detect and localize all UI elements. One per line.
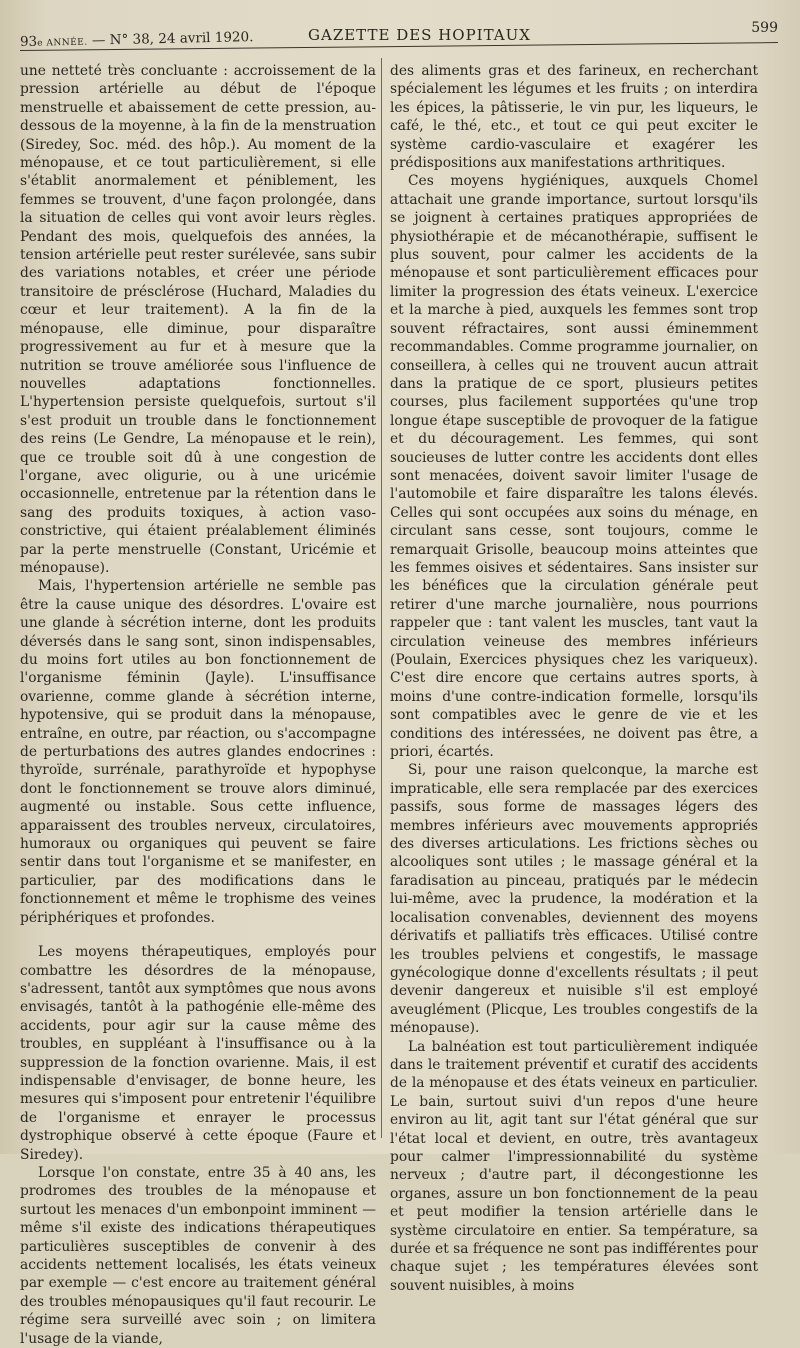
paragraph: Si, pour une raison quelconque, la marche est impraticable, elle sera remplacée par des exercices passifs, sous forme de massages légers des membres inférieurs avec mouvements appropriés des diverses articulations. Les frictions sèches ou alcooliques sont utiles ; le massage général et la faradisation au pinceau, pratiqués par le médecin lui-même, avec la prudence, la modération et la localisation convenables, deviennent des moyens dérivatifs et palliatifs très efficaces. Utilisé contre les troubles pelviens et congestifs, le massage gynécologique donne d'excellents résultats ; il peut devenir dangereux et nuisible s'il est employé aveuglément (Plicque, Les troubles congestifs de la ménopause). — [390, 762, 758, 1037]
paragraph: des aliments gras et des farineux, en recherchant spécialement les légumes et les fruits ; on interdira les épices, la pâtisserie, le vin pur, les liqueurs, le café, le thé, etc., et tout ce qui peut exciter le système cardio-vasculaire et exagérer les prédispositions aux manifestations arthritiques. — [390, 63, 758, 172]
paragraph: La balnéation est tout particulièrement indiquée dans le traitement préventif et curatif des accidents de la ménopause et des états veineux en particulier. Le bain, surtout suivi d'un repos d'une heure environ au lit, agit tant sur l'état général que sur l'état local et devient, en outre, très avantageux pour calmer l'impressionnabilité du système nerveux ; d'autre part, il décongestionne les organes, assure un bon fonctionnement de la peau et peut modifier la tension artérielle dans le système circulatoire en entier. Sa température, sa durée et sa fréquence ne sont pas indifférentes pour chaque sujet ; les températures élevées sont souvent nuisibles, à moins — [390, 1038, 758, 1294]
left-column — [20, 62, 376, 1348]
paragraph: une netteté très concluante : accroissement de la pression artérielle au début de l'époque menstruelle et abaissement de cette pression, au-dessous de la moyenne, à la fin de la menstruation (Siredey, Soc. méd. des hôp.). Au moment de la ménopause, et ce tout particulièrement, si elle s'établit anormalement et péniblement, les femmes se trouvent, d'une façon prolongée, dans la situation de celles qui vont avoir leurs règles. Pendant des mois, quelquefois des années, la tension artérielle peut rester surélevée, sans subir des variations notables, et créer une période transitoire de présclérose (Huchard, Maladies du cœur et leur traitement). A la fin de la ménopause, elle diminue, pour disparaître progressivement au fur et à mesure que la nutrition se trouve améliorée sous l'influence de nouvelles adaptations fonctionnelles. L'hypertension persiste quelquefois, surtout s'il s'est produit un trouble dans le fonctionnement des reins (Le Gendre, La ménopause et le rein), que ce trouble soit dû à une congestion de l'organe, avec oligurie, ou à une uricémie occasionnelle, entretenue par la rétention dans le sang des produits toxiques, à action vaso-constrictive, qui étaient préalablement éliminés par la perte menstruelle (Constant, Uricémie et ménopause). — [20, 63, 376, 576]
right-column — [390, 62, 758, 1295]
paragraph: Ces moyens hygiéniques, auxquels Chomel attachait une grande importance, surtout lorsqu'ils se joignent à certaines pratiques appropriées de physiothérapie et de mécanothérapie, suffisent le plus souvent, pour calmer les accidents de la ménopause et sont particulièrement efficaces pour limiter la progression des états veineux. L'exercice et la marche à pied, auxquels les femmes sont trop souvent réfractaires, sont aussi éminemment recommandables. Comme programme journalier, on conseillera, à celles qui ne trouvent aucun attrait dans la pratique de ce sport, plusieurs petites courses, plus facilement supportées qu'une trop longue étape susceptible de provoquer de la fatigue et du découragement. Les femmes, qui sont soucieuses de lutter contre les accidents dont elles sont menacées, doivent savoir limiter l'usage de l'automobile et faire disparaître les talons élevés. Celles qui sont occupées aux soins du ménage, en circulant sans cesse, sont toujours, comme le remarquait Grisolle, beaucoup moins atteintes que les femmes oisives et sédentaires. Sans insister sur les bénéfices que la circulation générale peut retirer d'une marche journalière, nous pourrions rappeler que : tant valent les muscles, tant vaut la circulation veineuse des membres inférieurs (Poulain, Exercices physiques chez les variqueux). C'est dire encore que certains autres sports, à moins d'une contre-indication formelle, lorsqu'ils sont compatibles avec le genre de vie et les conditions des intéressées, ne doivent pas être, a priori, écartés. — [390, 173, 758, 761]
page-number: 599 — [751, 20, 778, 36]
paragraph: Mais, l'hypertension artérielle ne semble pas être la cause unique des désordres. L'ovaire est une glande à sécrétion interne, dont les produits déversés dans le sang sont, sinon indispensables, du moins fort utiles au bon fonctionnement de l'organisme féminin (Jayle). L'insuffisance ovarienne, comme glande à sécrétion interne, hypotensive, qui se produit dans la ménopause, entraîne, en outre, par réaction, ou s'accompagne de perturbations des autres glandes endocrines : thyroïde, surrénale, parathyroïde et hypophyse dont le fonctionnement se trouve alors diminué, augmenté ou instable. Sous cette influence, apparaissent des troubles nerveux, circulatoires, humoraux ou organiques qui peuvent se faire sentir dans tout l'organisme et se manifester, en particulier, par des modifications dans le fonctionnement et même le trophisme des veines périphériques et profondes. — [20, 578, 376, 926]
issue-info — [20, 29, 254, 50]
journal-title: GAZETTE DES HOPITAUX — [308, 26, 531, 44]
issue-number-date: — N° 38, 24 avril 1920. — [87, 29, 254, 49]
column-divider — [381, 58, 382, 1138]
issue-year-suffix: e ANNÉE. — [37, 37, 88, 49]
paragraph: Les moyens thérapeutiques, employés pour combattre les désordres de la ménopause, s'adressent, tantôt aux symptômes que nous avons envisagés, tantôt à la pathogénie elle-même des accidents, pour agir sur la cause même des troubles, en suppléant à l'insuffisance ou à la suppression de la fonction ovarienne. Mais, il est indispensable d'envisager, de bonne heure, les mesures qui s'imposent pour entretenir l'équilibre de l'organisme et enrayer le processus dystrophique observé à cette époque (Faure et Siredey). — [20, 944, 376, 1163]
paragraph: Lorsque l'on constate, entre 35 à 40 ans, les prodromes des troubles de la ménopause et surtout les menaces d'un embonpoint imminent — même s'il existe des indications thérapeutiques particulières susceptibles de convenir à des accidents nettement localisés, les états veineux par exemple — c'est encore au traitement général des troubles ménopausiques qu'il faut recourir. Le régime sera surveillé avec soin ; on limitera l'usage de la viande, — [20, 1164, 376, 1347]
issue-year: 93 — [19, 33, 38, 50]
